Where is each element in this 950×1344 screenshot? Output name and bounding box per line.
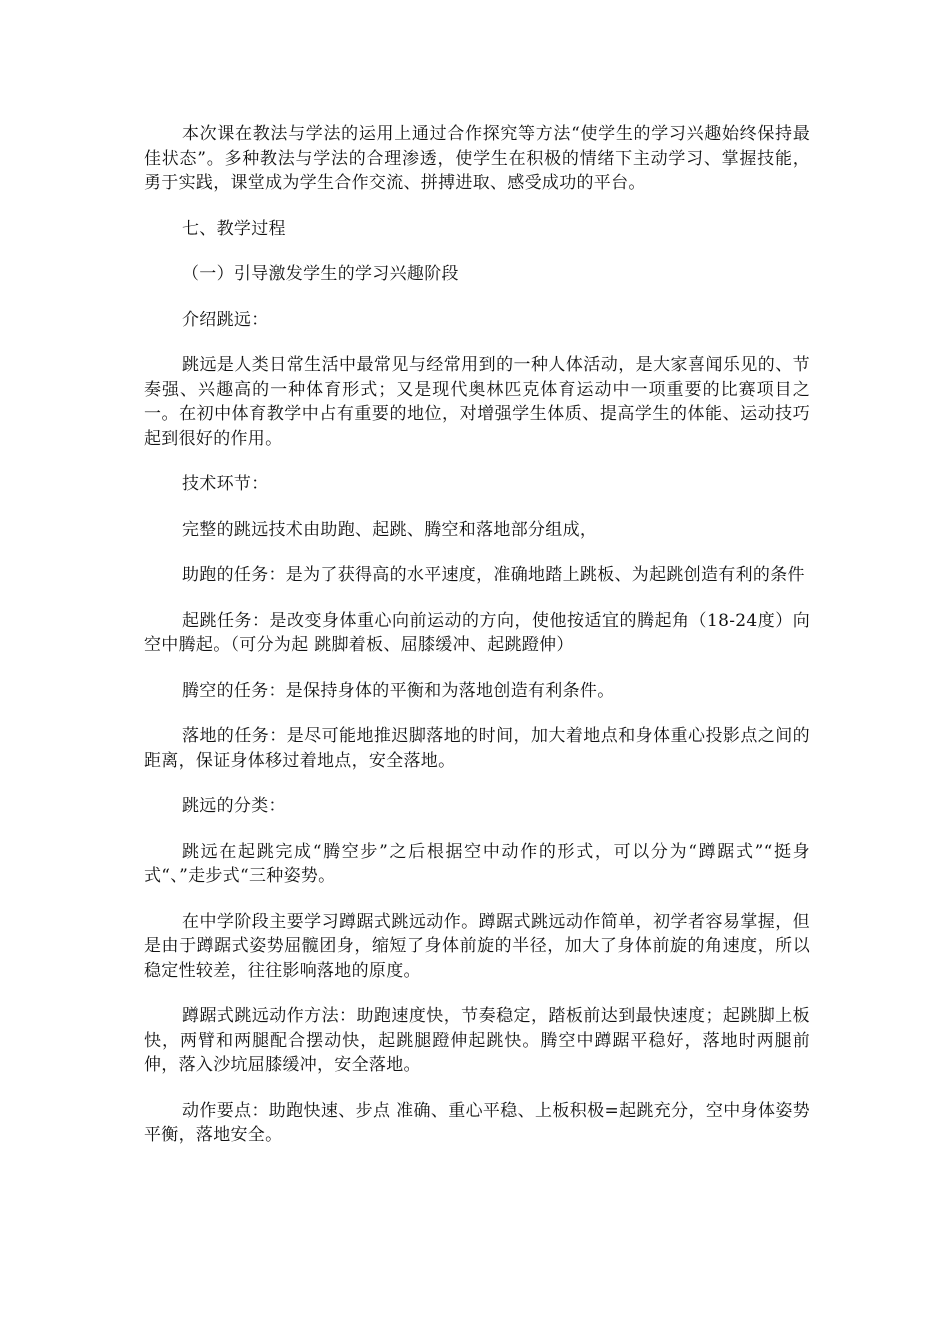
paragraph-landing-task: 落地的任务：是尽可能地推迟脚落地的时间，加大着地点和身体重心投影点之间的距离，保证身体移过着地点，安全落地。 bbox=[144, 726, 810, 771]
paragraph-classification: 跳远在起跳完成“腾空步”之后根据空中动作的形式，可以分为“蹲踞式”“挺身式“、”走步式“三种姿势。 bbox=[144, 841, 810, 886]
paragraph-squat-style: 在中学阶段主要学习蹲踞式跳远动作。蹲踞式跳远动作简单，初学者容易掌握，但是由于蹲踞式姿势屈髋团身，缩短了身体前旋的半径，加大了身体前旋的角速度，所以稳定性较差，往往影响落地的原度。 bbox=[144, 911, 810, 981]
heading-intro-long-jump: 介绍跳远： bbox=[182, 309, 269, 330]
paragraph-long-jump-intro: 跳远是人类日常生活中最常见与经常用到的一种人体活动，是大家喜闻乐见的、节奏强、兴趣高的一种体育形式；又是现代奥林匹克体育运动中一项重要的比赛项目之一。在初中体育教学中占有重要的地位，对增强学生体质、提高学生的体能、运动技巧起到很好的作用。 bbox=[144, 355, 810, 449]
document-page bbox=[144, 122, 810, 1169]
paragraph-technique-parts: 完整的跳远技术由助跑、起跳、腾空和落地部分组成， bbox=[182, 519, 598, 540]
paragraph-teaching-methods: 本次课在教法与学法的运用上通过合作探究等方法“使学生的学习兴趣始终保持最佳状态”。多种教法与学法的合理渗透，使学生在积极的情绪下主动学习、掌握技能，勇于实践，课堂成为学生合作交流、拼搏进取、感受成功的平台。 bbox=[144, 124, 810, 193]
paragraph-approach-task: 助跑的任务：是为了获得高的水平速度，准确地踏上跳板、为起跳创造有利的条件 bbox=[182, 565, 805, 585]
heading-classification: 跳远的分类： bbox=[182, 796, 286, 816]
paragraph-key-points: 动作要点：助跑快速、步点 准确、重心平稳、上板积极=起跳充分，空中身体姿势平衡，落地安全。 bbox=[144, 1100, 810, 1145]
paragraph-squat-method: 蹲踞式跳远动作方法：助跑速度快，节奏稳定，踏板前达到最快速度；起跳脚上板快，两臂和两腿配合摆动快，起跳腿蹬伸起跳快。腾空中蹲踞平稳好，落地时两腿前伸，落入沙坑屈膝缓冲，安全落地。 bbox=[144, 1006, 810, 1075]
paragraph-takeoff-task: 起跳任务：是改变身体重心向前运动的方向，使他按适宜的腾起角（18-24度）向空中腾起。（可分为起 跳脚着板、屈膝缓冲、起跳蹬伸） bbox=[144, 610, 810, 655]
heading-technique: 技术环节： bbox=[182, 474, 269, 494]
heading-teaching-process: 七、教学过程 bbox=[182, 218, 286, 239]
paragraph-flight-task: 腾空的任务：是保持身体的平衡和为落地创造有利条件。 bbox=[182, 680, 615, 701]
heading-stage-one: （一）引导激发学生的学习兴趣阶段 bbox=[182, 264, 459, 284]
